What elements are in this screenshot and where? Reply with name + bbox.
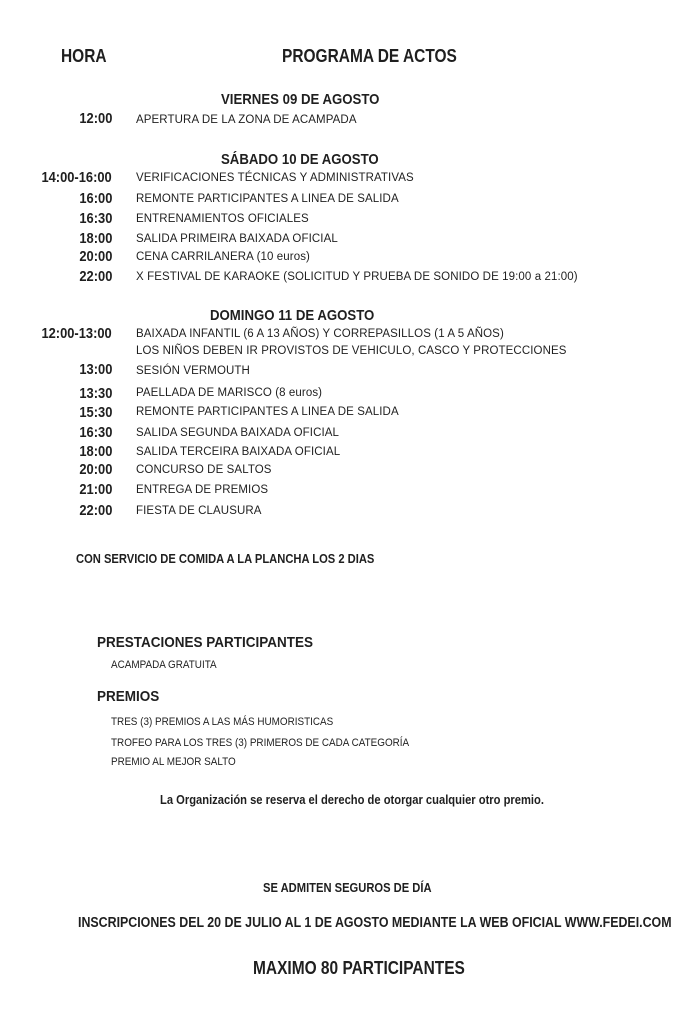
activity: ENTREGA DE PREMIOS: [136, 484, 269, 496]
activity: FIESTA DE CLAUSURA: [136, 505, 262, 517]
time: 12:00-13:00: [41, 325, 112, 342]
premios-title: PREMIOS: [97, 688, 160, 705]
hora-header: HORA: [61, 46, 107, 66]
activity: X FESTIVAL DE KARAOKE (SOLICITUD Y PRUEBA DE SONIDO DE 19:00 a 21:00): [136, 271, 578, 283]
time: 22:00: [78, 502, 112, 519]
time: 21:00: [78, 481, 112, 498]
time: 16:30: [78, 210, 112, 227]
activity: REMONTE PARTICIPANTES A LINEA DE SALIDA: [136, 193, 399, 205]
premios-item: PREMIO AL MEJOR SALTO: [111, 756, 236, 768]
time: 22:00: [78, 268, 112, 285]
time: 16:30: [78, 424, 112, 441]
activity: BAIXADA INFANTIL (6 A 13 AÑOS) Y CORREPASILLOS (1 A 5 AÑOS): [136, 328, 504, 340]
day-title-sabado: SÁBADO 10 DE AGOSTO: [221, 151, 379, 168]
time: 13:00: [78, 361, 112, 378]
activity-note: LOS NIÑOS DEBEN IR PROVISTOS DE VEHICULO, CASCO Y PROTECCIONES: [136, 345, 567, 357]
activity: APERTURA DE LA ZONA DE ACAMPADA: [136, 114, 357, 126]
prestaciones-item: ACAMPADA GRATUITA: [111, 659, 217, 671]
activity: CENA CARRILANERA (10 euros): [136, 251, 310, 263]
time: 20:00: [78, 248, 112, 265]
activity: VERIFICACIONES TÉCNICAS Y ADMINISTRATIVAS: [136, 172, 414, 184]
day-title-domingo: DOMINGO 11 DE AGOSTO: [210, 307, 375, 324]
activity: PAELLADA DE MARISCO (8 euros): [136, 387, 323, 399]
activity: SALIDA TERCEIRA BAIXADA OFICIAL: [136, 446, 341, 458]
maximo-participantes: MAXIMO 80 PARTICIPANTES: [253, 958, 465, 978]
activity: ENTRENAMIENTOS OFICIALES: [136, 213, 309, 225]
organizacion-note: La Organización se reserva el derecho de otorgar cualquier otro premio.: [160, 792, 544, 807]
inscripciones-note: INSCRIPCIONES DEL 20 DE JULIO AL 1 DE AGOSTO MEDIANTE LA WEB OFICIAL WWW.FEDEI.COM: [78, 915, 672, 931]
time: 20:00: [78, 461, 112, 478]
premios-item: TROFEO PARA LOS TRES (3) PRIMEROS DE CADA CATEGORÍA: [111, 737, 410, 749]
activity: SESIÓN VERMOUTH: [136, 365, 250, 377]
time: 15:30: [78, 404, 112, 421]
day-title-viernes: VIERNES 09 DE AGOSTO: [221, 91, 380, 108]
time: 18:00: [78, 443, 112, 460]
time: 16:00: [78, 190, 112, 207]
time: 13:30: [78, 385, 112, 402]
time: 14:00-16:00: [41, 169, 112, 186]
activity: REMONTE PARTICIPANTES A LINEA DE SALIDA: [136, 406, 399, 418]
food-note: CON SERVICIO DE COMIDA A LA PLANCHA LOS 2 DIAS: [76, 551, 375, 566]
premios-item: TRES (3) PREMIOS A LAS MÁS HUMORISTICAS: [111, 716, 334, 728]
time: 18:00: [78, 230, 112, 247]
time: 12:00: [78, 110, 112, 127]
activity: SALIDA PRIMEIRA BAIXADA OFICIAL: [136, 233, 338, 245]
seguros-note: SE ADMITEN SEGUROS DE DÍA: [263, 880, 432, 895]
prestaciones-title: PRESTACIONES PARTICIPANTES: [97, 634, 314, 651]
programa-header: PROGRAMA DE ACTOS: [282, 46, 457, 66]
activity: SALIDA SEGUNDA BAIXADA OFICIAL: [136, 427, 340, 439]
activity: CONCURSO DE SALTOS: [136, 464, 272, 476]
